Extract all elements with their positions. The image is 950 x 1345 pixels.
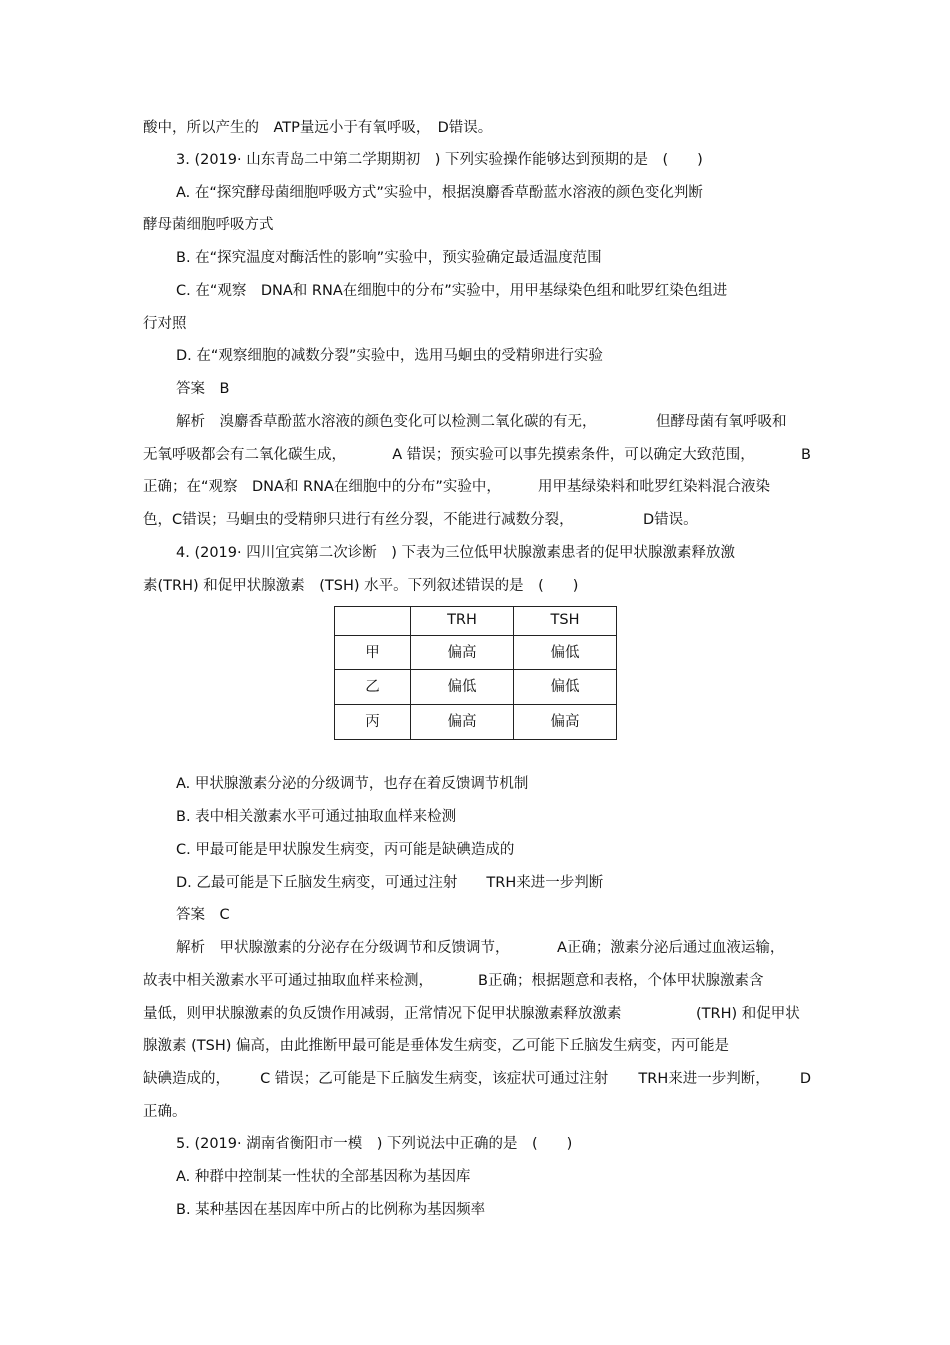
- option-b: B. 表中相关激素水平可通过抽取血样来检测: [176, 809, 457, 825]
- text-segment: 缺碘造成的，: [143, 1071, 230, 1087]
- option-a: A. 甲状腺激素分泌的分级调节，也存在着反馈调节机制: [176, 776, 529, 792]
- text-line: 素(TRH) 和促甲状腺激素 (TSH) 水平。下列叙述错误的是 ( ): [143, 578, 579, 594]
- table-header-row: [335, 607, 617, 636]
- text-segment: (TRH) 和促甲状: [696, 1006, 800, 1022]
- explanation-line: [176, 412, 597, 432]
- explanation-line: [143, 477, 501, 497]
- option-d: D. 乙最可能是下丘脑发生病变，可通过注射 TRH来进一步判断: [176, 875, 604, 891]
- text-segment: 但酵母菌有氧呼吸和: [656, 414, 787, 430]
- text-line: 行对照: [143, 316, 187, 332]
- option-c: C. 甲最可能是甲状腺发生病变，丙可能是缺碘造成的: [176, 842, 515, 858]
- explanation-line: [143, 971, 433, 991]
- option-a: A. 在“探究酵母菌细胞呼吸方式”实验中，根据溴麝香草酚蓝水溶液的颜色变化判断: [176, 185, 703, 201]
- text-segment: 用甲基绿染料和吡罗红染料混合液染: [538, 479, 770, 495]
- text-segment: A 错误；预实验可以事先摸索条件，可以确定大致范围，: [392, 447, 755, 463]
- text-segment: D: [799, 1071, 811, 1087]
- question-5-stem: 5. (2019· 湖南省衡阳市一模 ) 下列说法中正确的是 ( ): [176, 1136, 573, 1152]
- explanation-line: [143, 1069, 811, 1089]
- table-cell: 偏高: [411, 635, 514, 670]
- table-cell: 偏低: [514, 635, 617, 670]
- explanation-line: [176, 938, 510, 958]
- text-segment: 解析 溴麝香草酚蓝水溶液的颜色变化可以检测二氧化碳的有无，: [176, 414, 597, 430]
- hormone-table: [334, 606, 617, 740]
- text-segment: TRH来进一步判断，: [638, 1071, 770, 1087]
- table-cell: 偏高: [411, 705, 514, 740]
- text-line: 酸中，所以产生的 ATP量远小于有氧呼吸， D错误。: [143, 120, 493, 136]
- table-cell: 偏低: [514, 670, 617, 705]
- explanation-line: [143, 510, 574, 530]
- table-row: [335, 635, 617, 670]
- option-a: A. 种群中控制某一性状的全部基因称为基因库: [176, 1169, 471, 1185]
- text-segment: B: [801, 447, 811, 463]
- table-cell: 甲: [335, 635, 411, 670]
- table-cell: 偏低: [411, 670, 514, 705]
- explanation-line: 腺激素 (TSH) 偏高，由此推断甲最可能是垂体发生病变，乙可能下丘脑发生病变，丙可能是: [143, 1038, 729, 1054]
- text-segment: C 错误；乙可能是下丘脑发生病变，该症状可通过注射: [260, 1071, 609, 1087]
- table-header-cell: [335, 607, 411, 636]
- table-row: [335, 705, 617, 740]
- explanation-line: [143, 445, 811, 465]
- text-segment: 正确；在“观察 DNA和 RNA在细胞中的分布”实验中，: [143, 479, 501, 495]
- table-row: [335, 670, 617, 705]
- text-segment: D错误。: [643, 512, 698, 528]
- text-segment: 无氧呼吸都会有二氧化碳生成，: [143, 447, 346, 463]
- text-line: 正确。: [143, 1104, 187, 1120]
- text-segment: 解析 甲状腺激素的分泌存在分级调节和反馈调节，: [176, 940, 510, 956]
- question-3-stem: 3. (2019· 山东青岛二中第二学期期初 ) 下列实验操作能够达到预期的是 ( ): [176, 152, 703, 168]
- option-b: B. 某种基因在基因库中所占的比例称为基因频率: [176, 1202, 486, 1218]
- option-c: C. 在“观察 DNA和 RNA在细胞中的分布”实验中，用甲基绿染色组和吡罗红染色组进: [176, 283, 728, 299]
- option-d: D. 在“观察细胞的减数分裂”实验中，选用马蛔虫的受精卵进行实验: [176, 348, 603, 364]
- table-cell: 丙: [335, 705, 411, 740]
- text-segment: 色，C错误；马蛔虫的受精卵只进行有丝分裂，不能进行减数分裂，: [143, 512, 574, 528]
- question-4-stem: 4. (2019· 四川宜宾第二次诊断 ) 下表为三位低甲状腺激素患者的促甲状腺激素释放激: [176, 545, 735, 561]
- explanation-line: [143, 1004, 622, 1024]
- text-segment: 故表中相关激素水平可通过抽取血样来检测，: [143, 973, 433, 989]
- answer: 答案 C: [176, 907, 230, 923]
- table-cell: 偏高: [514, 705, 617, 740]
- table-cell: 乙: [335, 670, 411, 705]
- table-header-cell: TRH: [411, 607, 514, 636]
- text-segment: A正确；激素分泌后通过血液运输，: [557, 940, 785, 956]
- text-line: 酵母菌细胞呼吸方式: [143, 217, 274, 233]
- text-segment: 量低，则甲状腺激素的负反馈作用减弱，正常情况下促甲状腺激素释放激素: [143, 1006, 622, 1022]
- text-segment: B正确；根据题意和表格，个体甲状腺激素含: [478, 973, 764, 989]
- answer: 答案 B: [176, 381, 230, 397]
- table-header-cell: TSH: [514, 607, 617, 636]
- option-b: B. 在“探究温度对酶活性的影响”实验中，预实验确定最适温度范围: [176, 250, 602, 266]
